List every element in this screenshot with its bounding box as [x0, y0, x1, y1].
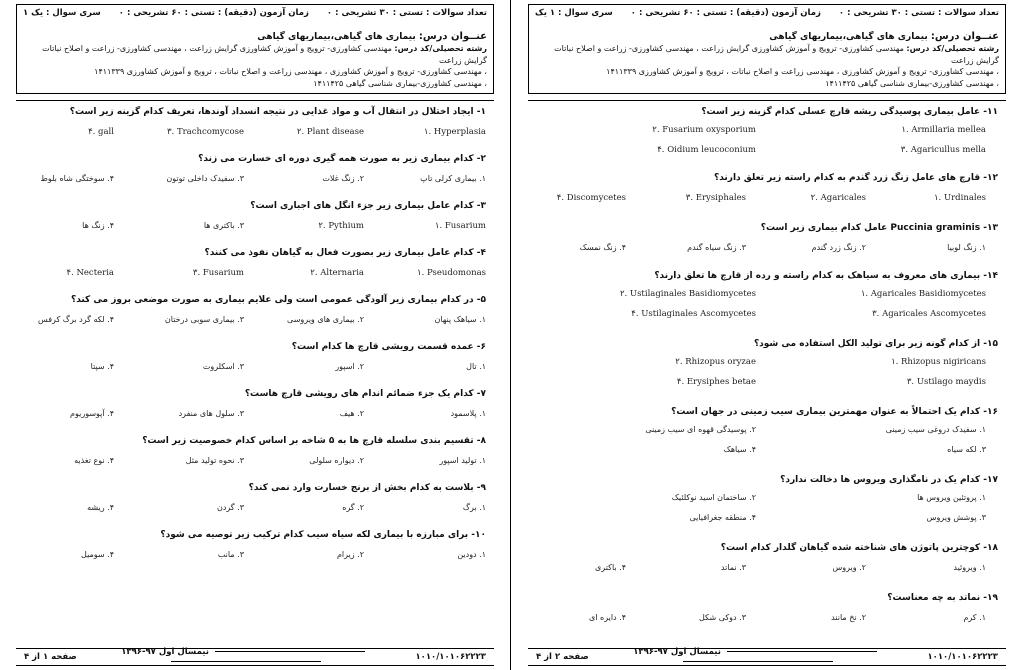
semester: نیمسال اول ۹۷-۱۳۹۶	[77, 647, 416, 667]
answer-option[interactable]: ۱. Urdinales	[933, 193, 986, 203]
answer-option[interactable]: ۳. بیماری سوبی درختان	[164, 315, 244, 324]
field-of-study: رشته تحصیلی/کد درس: مهندسی کشاورزی- ترویج و آموزش کشاورزی گرایش زراعت ، مهندسی کشاورزی- زراعت و اصلاح نباتات گرایش زراعت ، مهندسی کشاورزی- ترویج و آموزش کشاورزی ، مهندسی زراعت و اصلاح نباتات ، ترویج و آموزش کشاورزی ۱۴۱۱۳۳۹ ، مهندسی کشاورزی-بیماری شناسی گیاهی ۱۴۱۱۴۲۵	[42, 44, 487, 88]
answer-option[interactable]: ۱. پروتئین ویروس ها	[917, 493, 986, 502]
question-item	[16, 289, 494, 336]
answer-option[interactable]: ۱. پلاسمود	[450, 409, 486, 418]
exam-header	[16, 4, 494, 94]
field-of-study: رشته تحصیلی/کد درس: مهندسی کشاورزی- ترویج و آموزش کشاورزی گرایش زراعت ، مهندسی کشاورزی- زراعت و اصلاح نباتات گرایش زراعت ، مهندسی کشاورزی- ترویج و آموزش کشاورزی ، مهندسی زراعت و اصلاح نباتات ، ترویج و آموزش کشاورزی ۱۴۱۱۳۳۹ ، مهندسی کشاورزی-بیماری شناسی گیاهی ۱۴۱۱۴۲۵	[554, 44, 999, 88]
answer-option[interactable]: ۳. مانب	[217, 550, 244, 559]
answer-option[interactable]: ۲. Ustilaginales Basidiomycetes	[619, 289, 756, 299]
question-text: ۱۳- Puccinia graminis عامل کدام بیماری زیر است؟	[760, 223, 998, 233]
answer-option[interactable]: ۲. Fusarium oxysporium	[652, 125, 756, 135]
question-series: سری سوال : ۱ یک	[535, 8, 613, 18]
answer-option[interactable]: ۲. ویروس	[832, 563, 866, 572]
page-footer	[16, 648, 494, 666]
question-text: ۱۶- کدام یک احتمالاً به عنوان مهمترین بیماری سیب زمینی در جهان است؟	[671, 407, 998, 417]
question-text: ۱۷- کدام یک در نامگذاری ویروس ها دخالت ندارد؟	[780, 475, 998, 485]
answer-option[interactable]: ۳. Erysiphales	[685, 193, 746, 203]
exam-code: ۱۰۱۰/۱۰۱۰۶۲۲۲۳	[927, 652, 998, 662]
question-text: ۱۹- نماتد به چه معناست؟	[887, 593, 998, 603]
exam-time: زمان آزمون (دقیقه) : تستی : ۶۰ تشریحی : ۰	[118, 8, 309, 18]
answer-option[interactable]: ۳. زنگ سیاه گندم	[687, 243, 746, 252]
answer-option[interactable]: ۱. تولید اسپور	[439, 456, 486, 465]
page-divider	[510, 0, 511, 670]
answer-option[interactable]: ۴. Oidium leucoconium	[657, 145, 756, 155]
question-text: ۹- بلاست به کدام بخش از برنج خسارت وارد نمی کند؟	[248, 483, 486, 493]
answer-option[interactable]: ۲. گره	[342, 503, 364, 512]
question-item	[528, 101, 1006, 167]
answer-option[interactable]: ۴. دایره ای	[588, 613, 626, 622]
answer-option[interactable]: ۳. Agaricales Ascomycetes	[872, 309, 986, 319]
page-number: صفحه ۱ از ۴	[24, 652, 77, 662]
answer-option[interactable]: ۴. زنگ ها	[82, 221, 114, 230]
answer-option[interactable]: ۱. زنگ لوبیا	[947, 243, 986, 252]
question-list	[16, 100, 494, 571]
exam-code: ۱۰۱۰/۱۰۱۰۶۲۲۲۳	[415, 652, 486, 662]
question-item	[528, 167, 1006, 217]
answer-option[interactable]: ۲. Rhizopus oryzae	[675, 357, 756, 367]
answer-option[interactable]: ۴. نوع تغذیه	[74, 456, 114, 465]
question-item	[16, 195, 494, 242]
answer-option[interactable]: ۳. باکتری ها	[203, 221, 244, 230]
question-text: ۵- در کدام بیماری زیر آلودگی عمومی است ولی علایم بیماری به صورت موضعی بروز می کند؟	[70, 295, 486, 305]
answer-option[interactable]: ۲. بیماری های ویروسی	[287, 315, 364, 324]
question-item	[528, 469, 1006, 537]
answer-option[interactable]: ۳. سفیدک داخلی توتون	[166, 174, 244, 183]
question-text: ۱۲- قارچ های عامل زنگ زرد گندم به کدام راسته زیر تعلق دارند؟	[713, 173, 998, 183]
question-count: تعداد سوالات : تستی : ۳۰ تشریحی : ۰	[838, 8, 999, 18]
question-item	[528, 587, 1006, 635]
question-text: ۱۵- از کدام گونه زیر برای تولید الکل استفاده می شود؟	[753, 339, 998, 349]
answer-option[interactable]: ۴. باکتری	[595, 563, 626, 572]
answer-option[interactable]: ۳. پوشش ویروس	[926, 513, 986, 522]
question-item	[16, 383, 494, 430]
answer-option[interactable]: ۲. هیف	[339, 409, 364, 418]
answer-option[interactable]: ۱. سفیدک دروغی سیب زمینی	[885, 425, 986, 434]
answer-option[interactable]: ۲. Pythium	[318, 221, 364, 231]
page-number: صفحه ۲ از ۴	[536, 652, 589, 662]
answer-option[interactable]: ۳. نحوه تولید مثل	[185, 456, 244, 465]
question-item	[16, 336, 494, 383]
answer-option[interactable]: ۳. Ustilago maydis	[906, 377, 986, 387]
question-item	[16, 242, 494, 289]
question-text: ۲- کدام بیماری زیر به صورت همه گیری دوره ای خسارت می زند؟	[198, 154, 486, 164]
answer-option[interactable]: ۴. لکه گرد برگ کرفس	[38, 315, 114, 324]
answer-option[interactable]: ۴. Ustilaginales Ascomycetes	[631, 309, 756, 319]
question-text: ۸- تقسیم بندی سلسله قارچ ها به ۵ شاخه بر اساس کدام خصوصیت زیر است؟	[142, 436, 486, 446]
answer-option[interactable]: ۴. Discomycetes	[556, 193, 626, 203]
course-title: عنــوان درس: بیماری های گیاهی،بیماریهای گیاهی	[257, 31, 487, 42]
question-item	[528, 401, 1006, 469]
question-text: ۶- عمده قسمت رویشی قارچ ها کدام است؟	[291, 342, 486, 352]
answer-option[interactable]: ۱. تال	[466, 362, 486, 371]
answer-option[interactable]: ۳. Agaricullus mella	[900, 145, 986, 155]
question-count: تعداد سوالات : تستی : ۳۰ تشریحی : ۰	[326, 8, 487, 18]
exam-page-2	[528, 4, 1006, 666]
answer-option[interactable]: ۴. منطقه جغرافیایی	[689, 513, 756, 522]
answer-option[interactable]: ۲. زنگ زرد گندم	[811, 243, 866, 252]
question-series: سری سوال : یک ۱	[23, 8, 101, 18]
page-footer	[528, 648, 1006, 666]
question-text: ۴- کدام عامل بیماری زیر بصورت فعال به گیاهان نفوذ می کنند؟	[204, 248, 486, 258]
question-item	[16, 101, 494, 148]
answer-option[interactable]: ۱. Agaricales Basidiomycetes	[860, 289, 986, 299]
answer-option[interactable]: ۲. Plant disease	[296, 127, 364, 137]
answer-option[interactable]: ۳. نماتد	[720, 563, 746, 572]
answer-option[interactable]: ۱. دودین	[457, 550, 486, 559]
question-text: ۱۸- کوچترین پاتوژن های شناخته شده گیاهان گلدار کدام است؟	[720, 543, 998, 553]
question-list	[528, 100, 1006, 635]
answer-option[interactable]: ۲. Alternaria	[310, 268, 364, 278]
answer-option[interactable]: ۳. گردن	[216, 503, 244, 512]
answer-option[interactable]: ۲. پوسیدگی قهوه ای سیب زمینی	[645, 425, 756, 434]
answer-option[interactable]: ۱. Hyperplasia	[423, 127, 486, 137]
question-text: ۱۰- برای مبارزه با بیماری لکه سیاه سیب کدام ترکیب زیر توصیه می شود؟	[160, 530, 486, 540]
question-item	[16, 477, 494, 524]
answer-option[interactable]: ۴. زنگ نمسک	[579, 243, 626, 252]
answer-option[interactable]: ۱. کرم	[963, 613, 986, 622]
answer-option[interactable]: ۳. دوکی شکل	[698, 613, 746, 622]
answer-option[interactable]: ۱. ویروئید	[953, 563, 986, 572]
answer-option[interactable]: ۴. سوختگی شاه بلوط	[40, 174, 114, 183]
answer-option[interactable]: ۲. زنگ غلات	[322, 174, 364, 183]
answer-option[interactable]: ۱. سیاهک پنهان	[434, 315, 486, 324]
answer-option[interactable]: ۲. زیرام	[336, 550, 364, 559]
answer-option[interactable]: ۴. Necteria	[66, 268, 114, 278]
answer-option[interactable]: ۱. برگ	[462, 503, 486, 512]
answer-option[interactable]: ۲. Agaricales	[810, 193, 866, 203]
question-item	[528, 217, 1006, 265]
answer-option[interactable]: ۴. آپوسوریوم	[70, 409, 114, 418]
exam-page-1	[16, 4, 494, 666]
answer-option[interactable]: ۱. Fusarium	[434, 221, 486, 231]
answer-option[interactable]: ۱. Armillaria mellea	[901, 125, 986, 135]
question-text: ۱- ایجاد اختلال در انتقال آب و مواد غذایی در نتیجه انسداد آوندها، تعریف کدام گزینه زیر است؟	[69, 107, 486, 117]
question-text: ۳- کدام عامل بیماری زیر جزء انگل های اجباری است؟	[250, 201, 486, 211]
answer-option[interactable]: ۲. دیواره سلولی	[309, 456, 364, 465]
answer-option[interactable]: ۴. سومیل	[81, 550, 114, 559]
question-item	[528, 333, 1006, 401]
answer-option[interactable]: ۲. ساختمان اسید نوکلئیک	[671, 493, 756, 502]
answer-option[interactable]: ۱. Pseudomonas	[417, 268, 486, 278]
answer-option[interactable]: ۲. نخ مانند	[831, 613, 866, 622]
course-title: عنــوان درس: بیماری های گیاهی،بیماریهای گیاهی	[769, 31, 999, 42]
question-item	[528, 265, 1006, 333]
answer-option[interactable]: ۳. اسکلروت	[202, 362, 244, 371]
question-item	[16, 148, 494, 195]
question-text: ۱۱- عامل بیماری پوسیدگی ریشه قارچ عسلی کدام گزینه زیر است؟	[701, 107, 998, 117]
question-item	[16, 430, 494, 477]
answer-option[interactable]: ۴. gall	[88, 127, 114, 137]
answer-option[interactable]: ۱. Rhizopus nigiricans	[891, 357, 986, 367]
answer-option[interactable]: ۲. اسپور	[335, 362, 364, 371]
answer-option[interactable]: ۳. لکه سیاه	[947, 445, 986, 454]
answer-option[interactable]: ۴. Erysiphes betae	[676, 377, 756, 387]
question-item	[16, 524, 494, 571]
answer-option[interactable]: ۱. بیماری کرلی تاپ	[420, 174, 486, 183]
answer-option[interactable]: ۴. سپتا	[90, 362, 114, 371]
answer-option[interactable]: ۴. سیاهک	[723, 445, 756, 454]
exam-time: زمان آزمون (دقیقه) : تستی : ۶۰ تشریحی : ۰	[630, 8, 821, 18]
semester: نیمسال اول ۹۷-۱۳۹۶	[589, 647, 928, 667]
exam-header	[528, 4, 1006, 94]
question-text: ۱۴- بیماری های معروف به سیاهک به کدام راسته و رده از قارچ ها تعلق دارند؟	[654, 271, 998, 281]
answer-option[interactable]: ۳. Fusarium	[192, 268, 244, 278]
answer-option[interactable]: ۴. ریشه	[87, 503, 114, 512]
answer-option[interactable]: ۳. سلول های منفرد	[178, 409, 244, 418]
question-item	[528, 537, 1006, 587]
answer-option[interactable]: ۳. Trachcomycose	[166, 127, 244, 137]
question-text: ۷- کدام یک جزء ضمائم اندام های رویشی قارچ هاست؟	[244, 389, 486, 399]
